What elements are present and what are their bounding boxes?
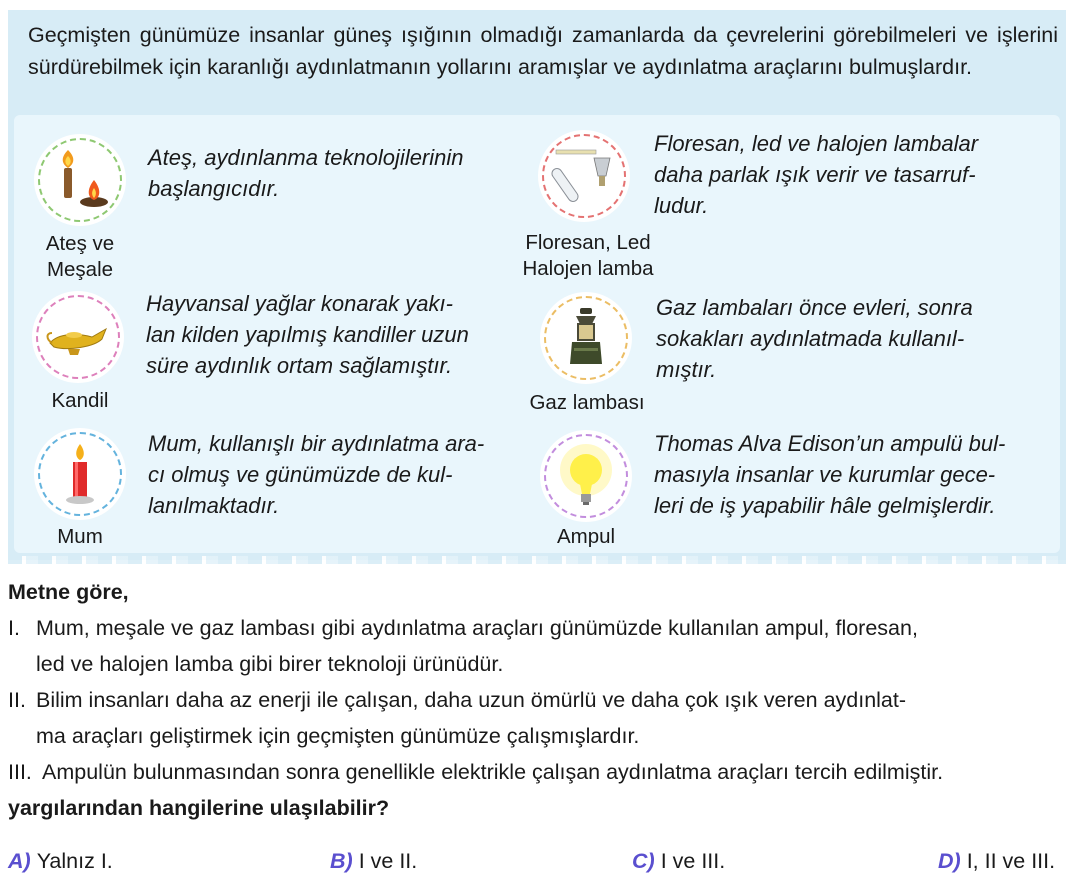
option-c[interactable] [632,846,725,876]
statement-number: III. [8,760,32,784]
gas-lamp-badge [540,292,632,384]
card-caption-gas-lamp: Gaz lambası [529,391,645,414]
question-prompt: yargılarından hangilerine ulaşılabilir? [8,796,390,820]
oil-lamp-icon [44,303,112,371]
fluorescent-led-halogen-icon [550,142,618,210]
light-bulb-icon [552,442,620,510]
statement-text: Bilim insanları daha az enerji ile çalışan, daha uzun ömürlü ve daha çok ışık veren aydınlat- ma araçları geliştirmek için geçmişten günümüze çalışmışlardır. [36,688,907,748]
card-caption-torch: Ateş ve Meşale [45,232,115,281]
torch-badge [34,134,126,226]
statement-text: Mum, meşale ve gaz lambası gibi aydınlatma araçları günümüzde kullanılan ampul, floresan, led ve halojen lamba gibi birer teknoloji ürünüdür. [36,616,918,676]
light-bulb-badge [540,430,632,522]
option-letter: C) [632,849,655,873]
card-desc-fluorescent: Floresan, led ve halojen lambalar daha parlak ışık verir ve tasarruf- ludur. [654,131,979,218]
candle-icon [46,440,114,508]
torch-and-fire-icon [46,146,114,214]
card-caption-candle: Mum [57,525,103,548]
statement-number: II. [8,688,26,712]
statement-text: Ampulün bulunmasından sonra genellikle elektrikle çalışan aydınlatma araçları tercih edilmiştir. [42,760,944,784]
option-text: I ve III. [660,849,726,873]
card-desc-oil-lamp: Hayvansal yağlar konarak yakı- lan kilden yapılmış kandiller uzun süre aydınlık ortam sağlamıştır. [146,291,469,378]
card-caption-oil-lamp: Kandil [51,389,109,412]
statement-1 [8,610,1070,682]
intro-text: Geçmişten günümüze insanlar güneş ışığının olmadığı zamanlarda da çevrelerini görebilmeleri ve işlerini sürdürebilmek için karanlığı aydınlatmanın yollarını aramışlar ve aydınlatma araçlarını bulmuşlardır. [28,23,1058,79]
card-desc-torch: Ateş, aydınlanma teknolojilerinin başlangıcıdır. [148,145,464,201]
statement-number: I. [8,616,20,640]
oil-lamp-badge [32,291,124,383]
option-text: I ve II. [358,849,418,873]
option-text: I, II ve III. [966,849,1056,873]
card-desc-candle: Mum, kullanışlı bir aydınlatma ara- cı olmuş ve günümüzde de kul- lanılmaktadır. [148,431,485,518]
statement-3 [8,754,1070,790]
card-desc-bulb: Thomas Alva Edison’un ampulü bul- masıyla insanlar ve kurumlar gece- leri de iş yapabilir hâle gelmişlerdir. [654,431,1006,518]
fluorescent-badge [538,130,630,222]
card-caption-bulb: Ampul [556,525,616,548]
panel-torn-edge [8,556,1066,564]
candle-badge [34,428,126,520]
option-letter: B) [330,849,353,873]
card-caption-fluorescent: Floresan, Led Halojen lamba [522,231,654,280]
option-letter: A) [8,849,31,873]
option-text: Yalnız I. [36,849,113,873]
question-lead: Metne göre, [8,580,129,604]
option-letter: D) [938,849,961,873]
card-desc-gas-lamp: Gaz lambaları önce evleri, sonra sokakları aydınlatmada kullanıl- mıştır. [656,295,973,382]
statement-2 [8,682,1070,754]
option-d[interactable] [938,846,1055,876]
option-b[interactable] [330,846,417,876]
gas-lamp-icon [552,304,620,372]
option-a[interactable] [8,846,113,876]
